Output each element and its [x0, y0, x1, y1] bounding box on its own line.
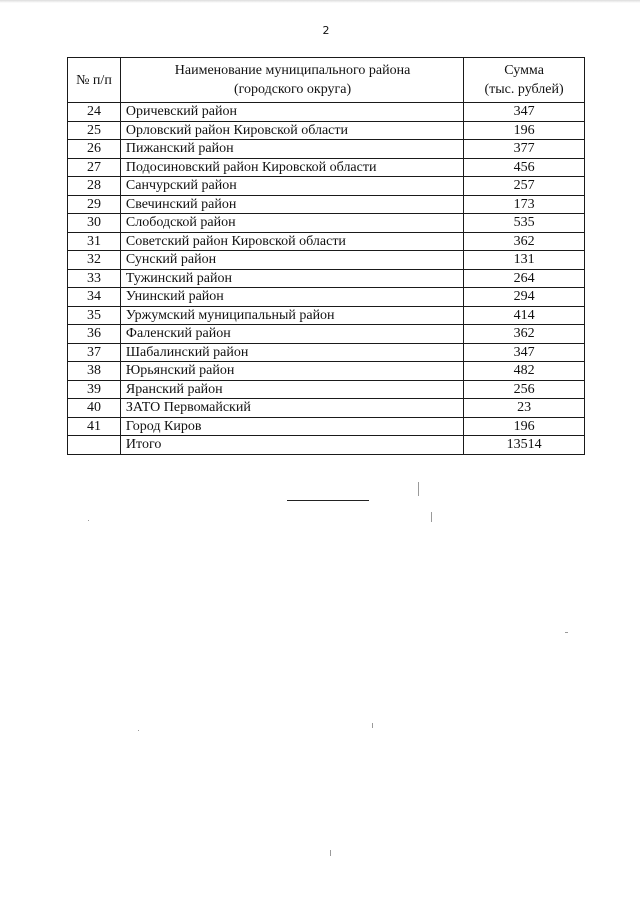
table-row	[68, 140, 585, 159]
scan-speck	[431, 512, 432, 522]
scan-speck	[138, 730, 139, 731]
row-sum: 257	[464, 177, 585, 196]
row-number: 39	[68, 380, 121, 399]
page-number: 2	[322, 24, 330, 37]
row-sum: 362	[464, 325, 585, 344]
row-sum: 196	[464, 417, 585, 436]
row-district-name: Шабалинский район	[120, 343, 463, 362]
table-row	[68, 362, 585, 381]
row-sum: 456	[464, 158, 585, 177]
row-sum: 482	[464, 362, 585, 381]
total-number	[68, 436, 121, 455]
row-district-name: Сунский район	[120, 251, 463, 270]
row-district-name: ЗАТО Первомайский	[120, 399, 463, 418]
row-district-name: Орловский район Кировской области	[120, 121, 463, 140]
table-row	[68, 306, 585, 325]
row-district-name: Советский район Кировской области	[120, 232, 463, 251]
scan-speck	[372, 723, 373, 728]
scan-speck	[565, 632, 568, 633]
table-row	[68, 214, 585, 233]
row-district-name: Тужинский район	[120, 269, 463, 288]
row-number: 41	[68, 417, 121, 436]
row-number: 31	[68, 232, 121, 251]
row-number: 24	[68, 103, 121, 122]
scan-top-edge	[0, 0, 640, 3]
row-district-name: Санчурский район	[120, 177, 463, 196]
table-row	[68, 325, 585, 344]
table-row	[68, 158, 585, 177]
row-district-name: Оричевский район	[120, 103, 463, 122]
row-number: 37	[68, 343, 121, 362]
row-number: 38	[68, 362, 121, 381]
row-sum: 347	[464, 343, 585, 362]
table-row	[68, 232, 585, 251]
row-district-name: Фаленский район	[120, 325, 463, 344]
header-sum-line1: Сумма	[504, 63, 544, 78]
header-district-name	[120, 58, 463, 103]
scan-speck	[330, 850, 331, 856]
total-sum: 13514	[464, 436, 585, 455]
row-number: 25	[68, 121, 121, 140]
row-sum: 173	[464, 195, 585, 214]
row-sum: 294	[464, 288, 585, 307]
table-row	[68, 251, 585, 270]
table-row	[68, 417, 585, 436]
row-district-name: Юрьянский район	[120, 362, 463, 381]
row-number: 27	[68, 158, 121, 177]
row-number: 40	[68, 399, 121, 418]
row-number: 32	[68, 251, 121, 270]
row-district-name: Слободской район	[120, 214, 463, 233]
row-number: 28	[68, 177, 121, 196]
table-row	[68, 380, 585, 399]
row-sum: 535	[464, 214, 585, 233]
scan-speck	[418, 482, 419, 496]
header-district-name-line2: (городского округа)	[233, 82, 352, 97]
row-number: 26	[68, 140, 121, 159]
row-sum: 414	[464, 306, 585, 325]
row-sum: 377	[464, 140, 585, 159]
district-sum-table	[67, 57, 585, 455]
row-district-name: Свечинский район	[120, 195, 463, 214]
row-district-name: Яранский район	[120, 380, 463, 399]
row-sum: 23	[464, 399, 585, 418]
header-sum	[464, 58, 585, 103]
table-row	[68, 121, 585, 140]
row-number: 34	[68, 288, 121, 307]
row-district-name: Унинский район	[120, 288, 463, 307]
row-district-name: Подосиновский район Кировской области	[120, 158, 463, 177]
table-header-row	[68, 58, 585, 103]
table-row	[68, 177, 585, 196]
table-row	[68, 288, 585, 307]
row-sum: 347	[464, 103, 585, 122]
row-district-name: Уржумский муниципальный район	[120, 306, 463, 325]
row-number: 33	[68, 269, 121, 288]
document-end-line	[287, 500, 369, 501]
total-label: Итого	[120, 436, 463, 455]
row-number: 30	[68, 214, 121, 233]
header-district-name-line1: Наименование муниципального района	[174, 63, 411, 78]
table-row	[68, 399, 585, 418]
table-row	[68, 103, 585, 122]
table-body	[68, 103, 585, 455]
row-number: 36	[68, 325, 121, 344]
row-district-name: Пижанский район	[120, 140, 463, 159]
row-number: 29	[68, 195, 121, 214]
row-sum: 264	[464, 269, 585, 288]
table-row	[68, 343, 585, 362]
row-number: 35	[68, 306, 121, 325]
row-sum: 256	[464, 380, 585, 399]
row-district-name: Город Киров	[120, 417, 463, 436]
row-sum: 131	[464, 251, 585, 270]
header-sum-line2: (тыс. рублей)	[484, 82, 564, 97]
scan-speck	[88, 520, 89, 521]
row-sum: 362	[464, 232, 585, 251]
table-row	[68, 269, 585, 288]
table-total-row	[68, 436, 585, 455]
header-number: № п/п	[68, 58, 121, 103]
row-sum: 196	[464, 121, 585, 140]
table-row	[68, 195, 585, 214]
